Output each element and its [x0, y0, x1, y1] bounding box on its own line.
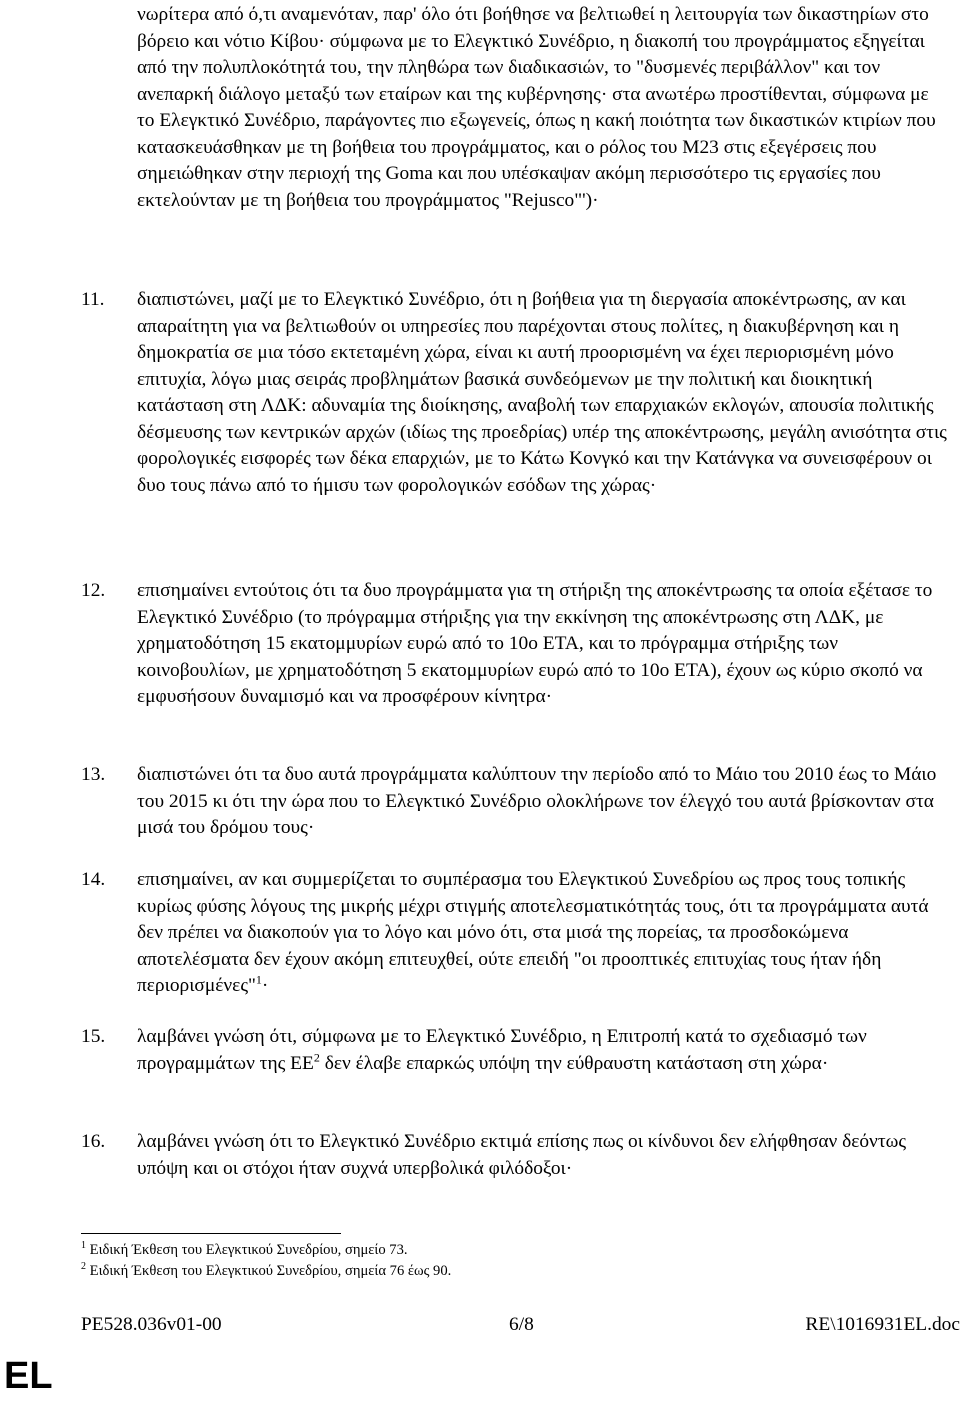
- footnote-reference[interactable]: 1: [255, 972, 262, 987]
- language-code: EL: [4, 1355, 53, 1397]
- file-name: RE\1016931EL.doc: [805, 1314, 960, 1335]
- footnote-divider: [81, 1233, 341, 1234]
- paragraph-text: [137, 1024, 947, 1077]
- paragraph-number: 12.: [81, 580, 106, 601]
- paragraph-number: 14.: [81, 869, 106, 890]
- page-number: 6/8: [509, 1314, 534, 1335]
- paragraph-number: 15.: [81, 1026, 106, 1047]
- paragraph-number: 16.: [81, 1131, 106, 1152]
- footnote-reference[interactable]: 2: [313, 1050, 320, 1065]
- paragraph-text: [137, 867, 947, 1000]
- footnote-1: [81, 1240, 941, 1261]
- paragraph-text: λαμβάνει γνώση ότι το Ελεγκτικό Συνέδριο εκτιμά επίσης πως οι κίνδυνοι δεν ελήφθησαν δεόντως υπόψη και οι στόχοι ήταν συχνά υπερβολικά φιλόδοξοι·: [137, 1131, 907, 1179]
- paragraph-tail: ·: [261, 975, 269, 996]
- paragraph-text: διαπιστώνει, μαζί με το Ελεγκτικό Συνέδριο, ότι η βοήθεια για τη διεργασία αποκέντρωσης, αν και απαραίτητη για να βελτιωθούν οι υπηρεσίες που παρέχονται στους πολίτες, η διακυβέρνηση και η δημοκρατία σε μια τόσο εκτεταμένη χώρα, είναι κι αυτή προορισμένη να έχει περιορισμένη μόνο επιτυχία, λόγω μιας σειράς προβλημάτων βασικά συνδεόμενων με την πολιτική και διοικητική κατάσταση στη ΛΔΚ: αδυναμία της διοίκησης, αναβολή των επαρχιακών εκλογών, απουσία πολιτικής δέσμευσης των κεντρικών αρχών (ιδίως της προεδρίας) υπέρ της αποκέντρωσης, μεγάλη ανισότητα στις φορολογικές εισφορές των δέκα επαρχιών, με το Κάτω Κονγκό και την Κατάνγκα να συνεισφέρουν οι δυο τους πάνω από το ήμισυ των φορολογικών εσόδων της χώρας·: [137, 289, 947, 496]
- document-reference: PE528.036v01-00: [81, 1314, 222, 1335]
- footnotes: [81, 1240, 941, 1282]
- paragraph-number: 13.: [81, 764, 106, 785]
- paragraph-body: λαμβάνει γνώση ότι, σύμφωνα με το Ελεγκτικό Συνέδριο, η Επιτροπή κατά το σχεδιασμό των προγραμμάτων της ΕΕ: [137, 1026, 867, 1074]
- footnote-text: Ειδική Έκθεση του Ελεγκτικού Συνεδρίου, σημεία 76 έως 90.: [89, 1263, 452, 1279]
- paragraph-text: επισημαίνει εντούτοις ότι τα δυο προγράμματα για τη στήριξη της αποκέντρωσης τα οποία εξέτασε το Ελεγκτικό Συνέδριο (το πρόγραμμα στήριξης για την εκκίνηση της αποκέντρωσης στη ΛΔΚ, με χρηματοδότηση 15 εκατομμυρίων ευρώ από το 10ο ΕΤΑ, και το πρόγραμμα στήριξης των κοινοβουλίων, με χρηματοδότηση 5 εκατομμυρίων ευρώ από το 10ο ΕΤΑ), έχουν ως κύριο σκοπό να εμφυσήσουν δυναμισμό και να προσφέρουν κίνητρα·: [137, 580, 933, 707]
- paragraph-tail: δεν έλαβε επαρκώς υπόψη την εύθραυστη κατάσταση στη χώρα·: [319, 1052, 829, 1074]
- intro-paragraph: νωρίτερα από ό,τι αναμενόταν, παρ' όλο ότι βοήθησε να βελτιωθεί η λειτουργία των δικαστηρίων στο βόρειο και νότιο Κίβου· σύμφωνα με το Ελεγκτικό Συνέδριο, η διακοπή του προγράμματος εξηγείται από την πολυπλοκότητά του, την πληθώρα των διαδικασιών, το "δυσμενές περιβάλλον" και τον ανεπαρκή διάλογο μεταξύ των εταίρων και της κυβέρνησης· στα ανωτέρω προστίθενται, σύμφωνα με το Ελεγκτικό Συνέδριο, παράγοντες πιο εξωγενείς, όπως η κακή ποιότητα των δικαστικών κτιρίων που κατασκευάσθηκαν με τη βοήθεια του προγράμματος, και ο ρόλος του Μ23 στις εξεγέρσεις που σημειώθηκαν στην περιοχή της Goma και που υπέσκαψαν ακόμη περισσότερο τις εργασίες που εκτελούνταν με τη βοήθεια του προγράμματος "Rejusco"')·: [137, 4, 936, 211]
- paragraph-text: διαπιστώνει ότι τα δυο αυτά προγράμματα καλύπτουν την περίοδο από το Μάιο του 2010 έως το Μάιο του 2015 κι ότι την ώρα που το Ελεγκτικό Συνέδριο ολοκλήρωνε τον έλεγχό του αυτά βρίσκονταν στα μισά του δρόμου τους·: [137, 764, 937, 838]
- footnote-2: [81, 1261, 941, 1282]
- page-footer: [81, 1314, 960, 1338]
- footnote-mark: 1: [81, 1240, 86, 1252]
- footnote-mark: 2: [81, 1261, 86, 1273]
- paragraph-number: 11.: [81, 289, 105, 310]
- paragraph-body: επισημαίνει, αν και συμμερίζεται το συμπέρασμα του Ελεγκτικού Συνεδρίου ως προς τους τοπικής κυρίως φύσης λόγους της μικρής μέχρι στιγμής αποτελεσματικότητάς τους, ότι τα προγράμματα αυτά δεν πρέπει να διακοπούν για το λόγο και μόνο ότι, στα μισά της πορείας, τα προσδοκώμενα αποτελέσματα δεν έχουν ακόμη επιτευχθεί, ούτε επειδή "οι προοπτικές επιτυχίας τους ήταν ήδη περιορισμένες": [137, 869, 929, 996]
- footnote-text: Ειδική Έκθεση του Ελεγκτικού Συνεδρίου, σημείο 73.: [89, 1242, 408, 1258]
